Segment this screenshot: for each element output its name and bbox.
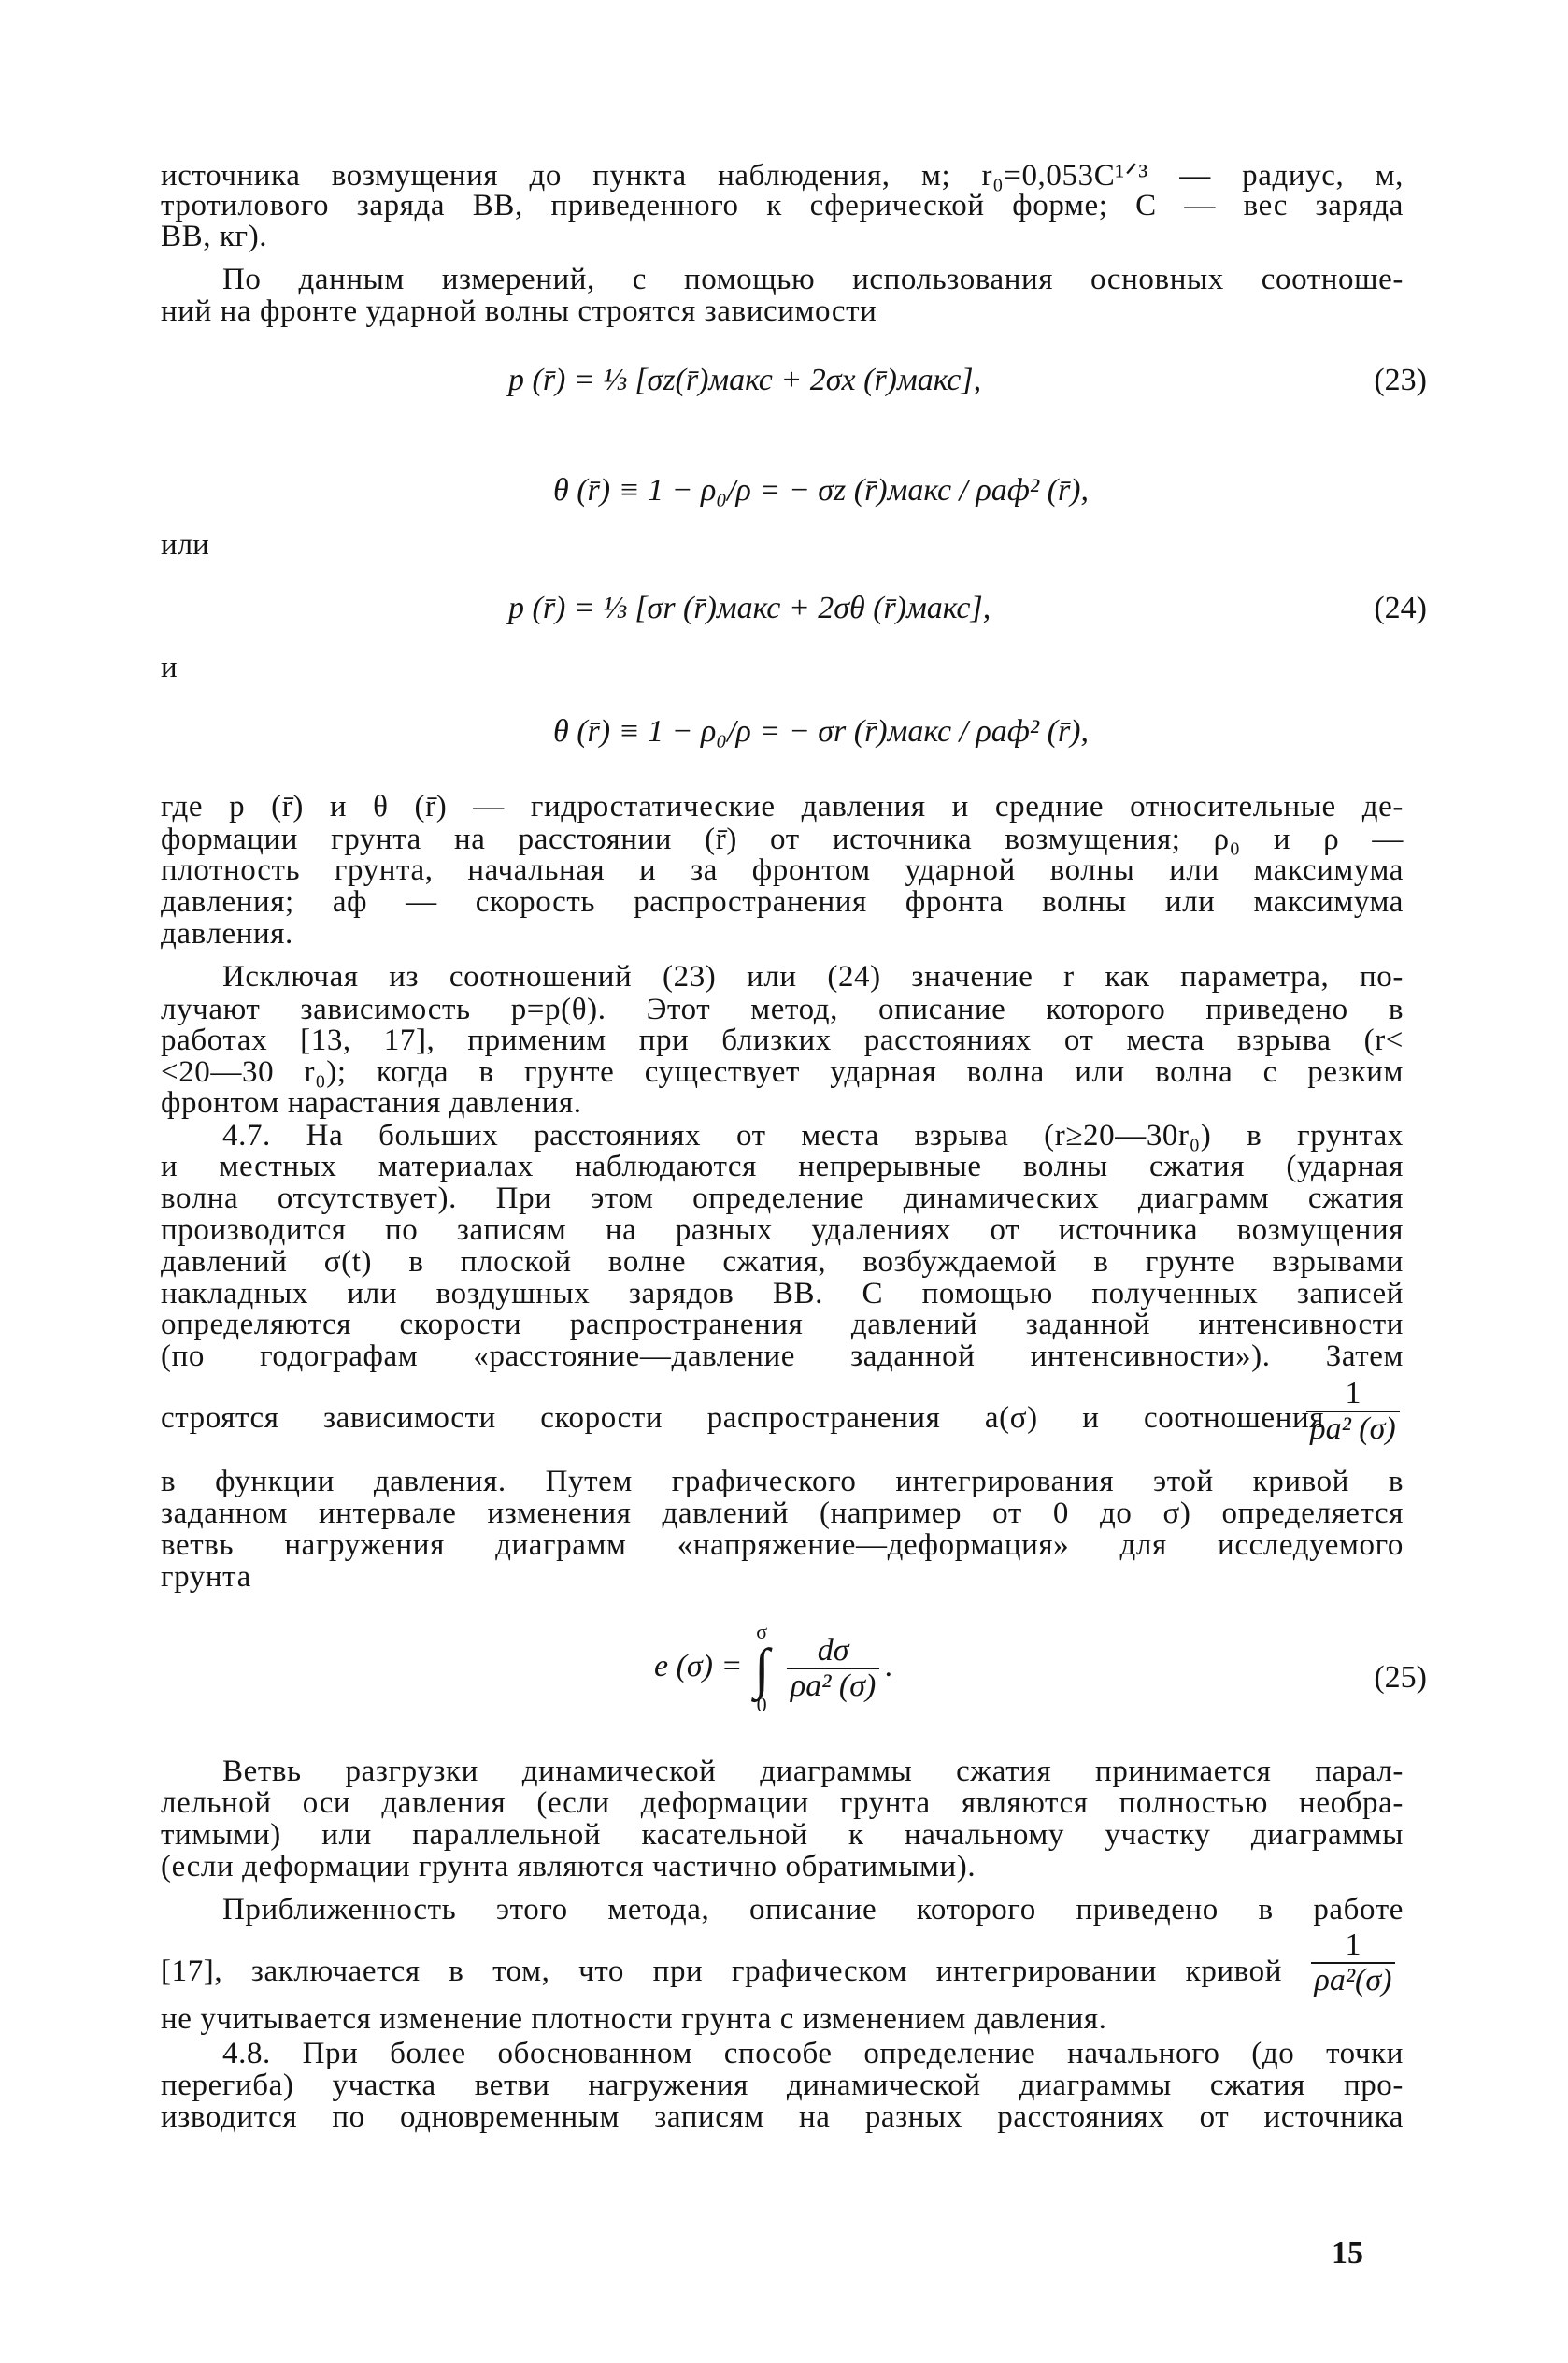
- text-line: плотность грунта, начальная и за фронтом ударной волны или максимума: [161, 853, 1404, 887]
- inline-fraction-1: [1303, 1377, 1404, 1446]
- text-line: тимыми) или параллельной касательной к начальному участку диаграммы: [161, 1818, 1404, 1852]
- fraction-denominator: ρa² (σ): [790, 1668, 877, 1703]
- text-line: работах [13, 17], применим при близких расстояниях от места взрыва (r<: [161, 1024, 1404, 1057]
- text-line-with-fraction: [161, 1953, 1282, 1990]
- text-line: Исключая из соотношений (23) или (24) значение r как параметра, по-: [222, 960, 1404, 994]
- text-line: Ветвь разгрузки динамической диаграммы сжатия принимается парал-: [222, 1754, 1404, 1788]
- equation-25: [654, 1622, 893, 1715]
- text-line: заданном интервале изменения давлений (например от 0 до σ) определяется: [161, 1497, 1404, 1530]
- section-4-7-line: 4.7. На больших расстояниях от места взрыва (r≥20—30r₀) в грунтах: [222, 1119, 1404, 1153]
- text-line: Приближенность этого метода, описание которого приведено в работе: [222, 1893, 1404, 1926]
- text-line-segment: [17], заключается в том, что при графическом интегрировании кривой: [161, 1955, 1282, 1988]
- connector-and: и: [161, 651, 178, 684]
- text-line: определяются скорости распространения давлений заданной интенсивности: [161, 1308, 1404, 1341]
- text-line: волна отсутствует). При этом определение динамических диаграмм сжатия: [161, 1182, 1404, 1215]
- text-line: лельной оси давления (если деформации грунта являются полностью необра-: [161, 1786, 1404, 1820]
- text-line: ний на фронте ударной волны строятся зависимости: [161, 294, 877, 328]
- integral-lower-limit: 0: [756, 1693, 767, 1716]
- text-line: изводится по одновременным записям на разных расстояниях от источника: [161, 2100, 1404, 2134]
- text-line: производится по записям на разных удалениях от источника возмущения: [161, 1213, 1404, 1247]
- text-line: не учитывается изменение плотности грунта с изменением давления.: [161, 2002, 1107, 2036]
- text-line: (по годографам «расстояние—давление заданной интенсивности»). Затем: [161, 1339, 1404, 1373]
- text-line: грунта: [161, 1560, 251, 1594]
- text-line: давления.: [161, 917, 293, 951]
- text-line: По данным измерений, с помощью использования основных соотноше-: [222, 263, 1404, 296]
- page-number: 15: [1332, 2236, 1363, 2270]
- fraction-denominator: ρa² (σ): [1310, 1411, 1396, 1446]
- fraction-denominator: ρa²(σ): [1314, 1963, 1392, 1998]
- text-line: и местных материалах наблюдаются непрерывные волны сжатия (ударная: [161, 1150, 1404, 1183]
- text-line: давления; aф — скорость распространения фронта волны или максимума: [161, 885, 1404, 919]
- text-line: давлений σ(t) в плоской волне сжатия, возбуждаемой в грунте взрывами: [161, 1245, 1404, 1279]
- text-line: где p (r̄) и θ (r̄) — гидростатические давления и средние относительные де-: [161, 790, 1404, 823]
- text-line: лучают зависимость p=p(θ). Этот метод, описание которого приведено в: [161, 993, 1404, 1026]
- connector-or: или: [161, 528, 209, 562]
- equation-23-line-1: p (r̄) = ⅓ [σz(r̄)макс + 2σx (r̄)макс],: [508, 363, 982, 397]
- text-line: формации грунта на расстоянии (r̄) от источника возмущения; ρ₀ и ρ —: [161, 823, 1404, 856]
- text-line: перегиба) участка ветви нагружения динамической диаграммы сжатия про-: [161, 2069, 1404, 2102]
- equation-24-number: (24): [1374, 591, 1427, 625]
- equation-24-line-1: p (r̄) = ⅓ [σr (r̄)макс + 2σθ (r̄)макс],: [508, 591, 991, 625]
- text-line: <20—30 r₀); когда в грунте существует ударная волна или волна с резким: [161, 1055, 1404, 1089]
- equation-23-number: (23): [1374, 363, 1427, 397]
- text-line: ВВ, кг).: [161, 220, 268, 253]
- equation-25-tail: .: [885, 1648, 893, 1683]
- equation-25-lhs: e (σ) =: [654, 1648, 743, 1683]
- fraction-numerator: dσ: [787, 1634, 879, 1669]
- text-line: ветвь нагружения диаграмм «напряжение—деформация» для исследуемого: [161, 1528, 1404, 1562]
- fraction-numerator: 1: [1306, 1377, 1399, 1412]
- text-line-segment: строятся зависимости скорости распространения a(σ) и соотношения: [161, 1401, 1324, 1435]
- text-line: (если деформации грунта являются частично обратимыми).: [161, 1850, 976, 1883]
- text-line: в функции давления. Путем графического интегрирования этой кривой в: [161, 1465, 1404, 1498]
- text-line: тротилового заряда ВВ, приведенного к сферической форме; C — вес заряда: [161, 189, 1404, 222]
- integral-sign: σ ∫ 0: [753, 1620, 770, 1716]
- section-4-8-line: 4.8. При более обоснованном способе определение начального (до точки: [222, 2037, 1404, 2070]
- text-line: накладных или воздушных зарядов ВВ. С помощью полученных записей: [161, 1277, 1404, 1310]
- integral-upper-limit: σ: [756, 1620, 768, 1643]
- equation-24-line-2: θ (r̄) ≡ 1 − ρ₀/ρ = − σr (r̄)макс / ρaф² (r̄),: [553, 714, 1090, 749]
- fraction-numerator: 1: [1311, 1928, 1396, 1964]
- text-line: источника возмущения до пункта наблюдения, м; r₀=0,053C¹ᐟ³ — радиус, м,: [161, 159, 1404, 193]
- text-line-with-fraction: [161, 1399, 1324, 1437]
- inline-fraction-2: [1303, 1928, 1404, 1998]
- text-line: фронтом нарастания давления.: [161, 1086, 582, 1120]
- equation-23-line-2: θ (r̄) ≡ 1 − ρ₀/ρ = − σz (r̄)макс / ρaф² (r̄),: [553, 473, 1090, 508]
- equation-25-number: (25): [1374, 1660, 1427, 1695]
